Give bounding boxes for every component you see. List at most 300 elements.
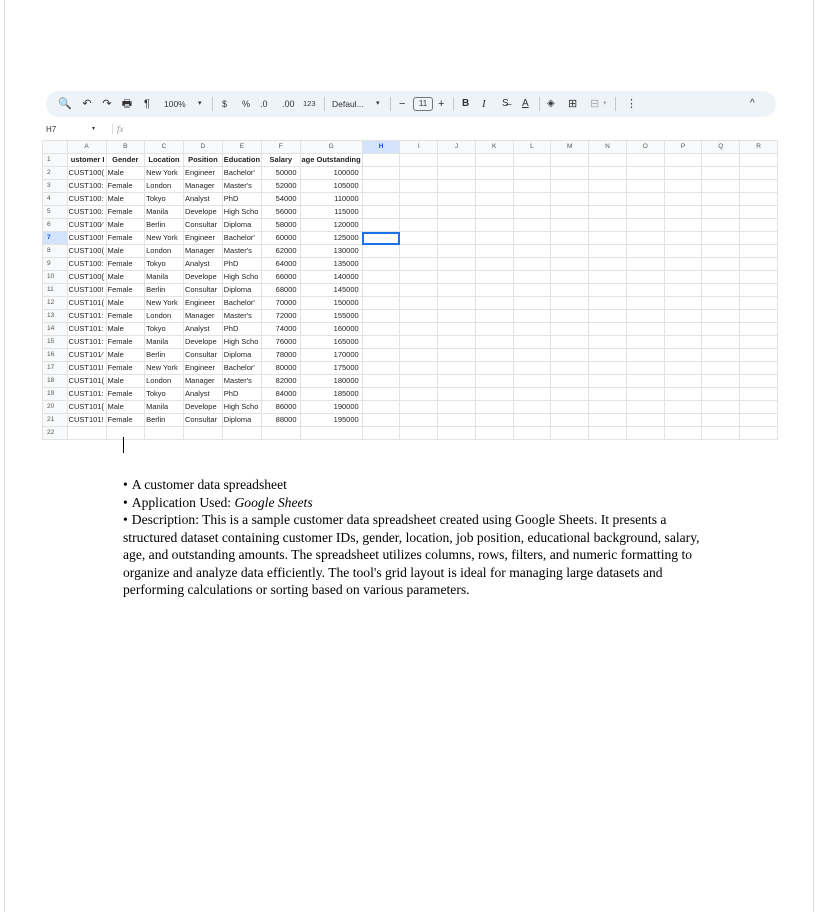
cell-n14[interactable] — [589, 323, 627, 336]
cell-r5[interactable] — [740, 206, 778, 219]
increase-font-size-button[interactable]: + — [438, 98, 445, 110]
column-header-f[interactable]: F — [262, 141, 300, 154]
cell-o14[interactable] — [626, 323, 664, 336]
cell-m17[interactable] — [551, 362, 589, 375]
cell-h13[interactable] — [362, 310, 400, 323]
cell-i7[interactable] — [400, 232, 438, 245]
cell-e19[interactable]: PhD — [222, 388, 261, 401]
cell-o7[interactable] — [626, 232, 664, 245]
cell-k13[interactable] — [475, 310, 513, 323]
cell-c14[interactable]: Tokyo — [145, 323, 184, 336]
cell-p19[interactable] — [664, 388, 702, 401]
cell-r11[interactable] — [740, 284, 778, 297]
cell-h3[interactable] — [362, 180, 400, 193]
cell-a17[interactable]: CUST101! — [67, 362, 106, 375]
cell-c15[interactable]: Manila — [145, 336, 184, 349]
cell-i8[interactable] — [400, 245, 438, 258]
cell-h17[interactable] — [362, 362, 400, 375]
cell-g14[interactable]: 160000 — [300, 323, 362, 336]
cell-j20[interactable] — [438, 401, 476, 414]
cell-g6[interactable]: 120000 — [300, 219, 362, 232]
cell-o19[interactable] — [626, 388, 664, 401]
column-header-e[interactable]: E — [222, 141, 261, 154]
row-header[interactable]: 18 — [43, 375, 68, 388]
cell-c3[interactable]: London — [145, 180, 184, 193]
cell-c6[interactable]: Berlin — [145, 219, 184, 232]
column-header-j[interactable]: J — [438, 141, 476, 154]
cell-d13[interactable]: Manager — [183, 310, 222, 323]
cell-p4[interactable] — [664, 193, 702, 206]
column-header-l[interactable]: L — [513, 141, 551, 154]
cell-c22[interactable] — [145, 427, 184, 440]
cell-h16[interactable] — [362, 349, 400, 362]
cell-j10[interactable] — [438, 271, 476, 284]
cell-n5[interactable] — [589, 206, 627, 219]
cell-o17[interactable] — [626, 362, 664, 375]
cell-j17[interactable] — [438, 362, 476, 375]
cell-l22[interactable] — [513, 427, 551, 440]
cell-a12[interactable]: CUST101( — [67, 297, 106, 310]
cell-f14[interactable]: 74000 — [262, 323, 300, 336]
cell-h21[interactable] — [362, 414, 400, 427]
text-color-button[interactable]: A — [522, 98, 529, 109]
cell-b9[interactable]: Female — [106, 258, 145, 271]
cell-k6[interactable] — [475, 219, 513, 232]
cell-a18[interactable]: CUST101( — [67, 375, 106, 388]
cell-o2[interactable] — [626, 167, 664, 180]
cell-k2[interactable] — [475, 167, 513, 180]
cell-r13[interactable] — [740, 310, 778, 323]
cell-g21[interactable]: 195000 — [300, 414, 362, 427]
cell-b15[interactable]: Female — [106, 336, 145, 349]
cell-b5[interactable]: Female — [106, 206, 145, 219]
cell-e7[interactable]: Bachelor' — [222, 232, 261, 245]
cell-f7[interactable]: 60000 — [262, 232, 300, 245]
cell-m5[interactable] — [551, 206, 589, 219]
cell-g17[interactable]: 175000 — [300, 362, 362, 375]
cell-k14[interactable] — [475, 323, 513, 336]
cell-n4[interactable] — [589, 193, 627, 206]
cell-o4[interactable] — [626, 193, 664, 206]
cell-l7[interactable] — [513, 232, 551, 245]
cell-r9[interactable] — [740, 258, 778, 271]
cell-c10[interactable]: Manila — [145, 271, 184, 284]
cell-h14[interactable] — [362, 323, 400, 336]
cell-d21[interactable]: Consultar — [183, 414, 222, 427]
name-box[interactable]: H7 — [46, 125, 57, 134]
cell-g8[interactable]: 130000 — [300, 245, 362, 258]
cell-m9[interactable] — [551, 258, 589, 271]
cell-j21[interactable] — [438, 414, 476, 427]
cell-g16[interactable]: 170000 — [300, 349, 362, 362]
cell-e14[interactable]: PhD — [222, 323, 261, 336]
row-header[interactable]: 6 — [43, 219, 68, 232]
cell-d10[interactable]: Develope — [183, 271, 222, 284]
cell-a19[interactable]: CUST101: — [67, 388, 106, 401]
cell-o20[interactable] — [626, 401, 664, 414]
cell-l20[interactable] — [513, 401, 551, 414]
cell-q17[interactable] — [702, 362, 740, 375]
cell-q11[interactable] — [702, 284, 740, 297]
cell-l10[interactable] — [513, 271, 551, 284]
cell-e11[interactable]: Diploma — [222, 284, 261, 297]
cell-d20[interactable]: Develope — [183, 401, 222, 414]
cell-b11[interactable]: Female — [106, 284, 145, 297]
cell-j16[interactable] — [438, 349, 476, 362]
cell-j22[interactable] — [438, 427, 476, 440]
cell-h20[interactable] — [362, 401, 400, 414]
cell-j14[interactable] — [438, 323, 476, 336]
cell-l11[interactable] — [513, 284, 551, 297]
cell-q3[interactable] — [702, 180, 740, 193]
cell-a10[interactable]: CUST100{ — [67, 271, 106, 284]
cell-a21[interactable]: CUST101! — [67, 414, 106, 427]
cell-q7[interactable] — [702, 232, 740, 245]
cell-j3[interactable] — [438, 180, 476, 193]
cell-a11[interactable]: CUST100! — [67, 284, 106, 297]
cell-g15[interactable]: 165000 — [300, 336, 362, 349]
zoom-caret-icon[interactable]: ▾ — [198, 100, 202, 107]
zoom-select[interactable]: 100% — [164, 99, 186, 109]
cell-i3[interactable] — [400, 180, 438, 193]
cell-n1[interactable] — [589, 154, 627, 167]
cell-p12[interactable] — [664, 297, 702, 310]
cell-a9[interactable]: CUST100: — [67, 258, 106, 271]
cell-i5[interactable] — [400, 206, 438, 219]
cell-c5[interactable]: Manila — [145, 206, 184, 219]
cell-k15[interactable] — [475, 336, 513, 349]
cell-f5[interactable]: 56000 — [262, 206, 300, 219]
column-header-b[interactable]: B — [106, 141, 145, 154]
column-header-i[interactable]: I — [400, 141, 438, 154]
cell-g13[interactable]: 155000 — [300, 310, 362, 323]
cell-k3[interactable] — [475, 180, 513, 193]
cell-g20[interactable]: 190000 — [300, 401, 362, 414]
cell-l8[interactable] — [513, 245, 551, 258]
cell-c19[interactable]: Tokyo — [145, 388, 184, 401]
cell-p13[interactable] — [664, 310, 702, 323]
cell-j8[interactable] — [438, 245, 476, 258]
cell-d14[interactable]: Analyst — [183, 323, 222, 336]
cell-e18[interactable]: Master's — [222, 375, 261, 388]
cell-h2[interactable] — [362, 167, 400, 180]
cell-r21[interactable] — [740, 414, 778, 427]
cell-g5[interactable]: 115000 — [300, 206, 362, 219]
cell-k16[interactable] — [475, 349, 513, 362]
column-header-h[interactable]: H — [362, 141, 400, 154]
cell-n18[interactable] — [589, 375, 627, 388]
cell-r14[interactable] — [740, 323, 778, 336]
cell-g11[interactable]: 145000 — [300, 284, 362, 297]
cell-f11[interactable]: 68000 — [262, 284, 300, 297]
cell-m3[interactable] — [551, 180, 589, 193]
row-header[interactable]: 19 — [43, 388, 68, 401]
cell-i10[interactable] — [400, 271, 438, 284]
cell-f12[interactable]: 70000 — [262, 297, 300, 310]
cell-n22[interactable] — [589, 427, 627, 440]
cell-c2[interactable]: New York — [145, 167, 184, 180]
increase-decimal-button[interactable]: .00 — [282, 99, 295, 109]
cell-l1[interactable] — [513, 154, 551, 167]
cell-n12[interactable] — [589, 297, 627, 310]
cell-k12[interactable] — [475, 297, 513, 310]
cell-r10[interactable] — [740, 271, 778, 284]
select-all-corner[interactable] — [43, 141, 68, 154]
cell-r15[interactable] — [740, 336, 778, 349]
cell-k21[interactable] — [475, 414, 513, 427]
cell-i14[interactable] — [400, 323, 438, 336]
cell-k22[interactable] — [475, 427, 513, 440]
cell-a3[interactable]: CUST100: — [67, 180, 106, 193]
bold-button[interactable]: B — [462, 98, 470, 109]
cell-p7[interactable] — [664, 232, 702, 245]
cell-g19[interactable]: 185000 — [300, 388, 362, 401]
cell-e20[interactable]: High Scho — [222, 401, 261, 414]
cell-c21[interactable]: Berlin — [145, 414, 184, 427]
cell-h4[interactable] — [362, 193, 400, 206]
search-icon[interactable]: 🔍 — [58, 98, 72, 110]
cell-e3[interactable]: Master's — [222, 180, 261, 193]
cell-m16[interactable] — [551, 349, 589, 362]
cell-i2[interactable] — [400, 167, 438, 180]
cell-g10[interactable]: 140000 — [300, 271, 362, 284]
cell-q13[interactable] — [702, 310, 740, 323]
print-icon[interactable]: 🖶 — [121, 98, 133, 110]
cell-p14[interactable] — [664, 323, 702, 336]
column-header-d[interactable]: D — [183, 141, 222, 154]
cell-h7[interactable] — [362, 232, 400, 245]
cell-i9[interactable] — [400, 258, 438, 271]
cell-e21[interactable]: Diploma — [222, 414, 261, 427]
cell-p3[interactable] — [664, 180, 702, 193]
column-header-n[interactable]: N — [589, 141, 627, 154]
cell-c8[interactable]: London — [145, 245, 184, 258]
cell-k7[interactable] — [475, 232, 513, 245]
cell-e17[interactable]: Bachelor' — [222, 362, 261, 375]
cell-d16[interactable]: Consultar — [183, 349, 222, 362]
cell-o8[interactable] — [626, 245, 664, 258]
row-header[interactable]: 10 — [43, 271, 68, 284]
cell-j13[interactable] — [438, 310, 476, 323]
more-options-icon[interactable]: ⋮ — [626, 98, 637, 110]
undo-icon[interactable]: ↶ — [82, 98, 92, 110]
cell-j6[interactable] — [438, 219, 476, 232]
cell-c11[interactable]: Berlin — [145, 284, 184, 297]
cell-q2[interactable] — [702, 167, 740, 180]
cell-n15[interactable] — [589, 336, 627, 349]
row-header[interactable]: 20 — [43, 401, 68, 414]
row-header[interactable]: 22 — [43, 427, 68, 440]
cell-j11[interactable] — [438, 284, 476, 297]
cell-a5[interactable]: CUST100: — [67, 206, 106, 219]
cell-p11[interactable] — [664, 284, 702, 297]
cell-r8[interactable] — [740, 245, 778, 258]
cell-g3[interactable]: 105000 — [300, 180, 362, 193]
cell-f2[interactable]: 50000 — [262, 167, 300, 180]
row-header[interactable]: 15 — [43, 336, 68, 349]
cell-n6[interactable] — [589, 219, 627, 232]
column-header-c[interactable]: C — [145, 141, 184, 154]
cell-b14[interactable]: Male — [106, 323, 145, 336]
cell-f21[interactable]: 88000 — [262, 414, 300, 427]
cell-r16[interactable] — [740, 349, 778, 362]
cell-d11[interactable]: Consultar — [183, 284, 222, 297]
cell-o6[interactable] — [626, 219, 664, 232]
cell-a1[interactable]: ustomer I — [67, 154, 106, 167]
row-header[interactable]: 8 — [43, 245, 68, 258]
column-header-m[interactable]: M — [551, 141, 589, 154]
cell-d5[interactable]: Develope — [183, 206, 222, 219]
cell-d19[interactable]: Analyst — [183, 388, 222, 401]
cell-d6[interactable]: Consultar — [183, 219, 222, 232]
cell-l18[interactable] — [513, 375, 551, 388]
name-box-caret-icon[interactable]: ▾ — [92, 126, 96, 132]
cell-e2[interactable]: Bachelor' — [222, 167, 261, 180]
cell-k19[interactable] — [475, 388, 513, 401]
cell-j18[interactable] — [438, 375, 476, 388]
cell-j15[interactable] — [438, 336, 476, 349]
cell-d18[interactable]: Manager — [183, 375, 222, 388]
cell-g2[interactable]: 100000 — [300, 167, 362, 180]
merge-caret-icon[interactable]: ▾ — [603, 100, 607, 107]
cell-o9[interactable] — [626, 258, 664, 271]
cell-a16[interactable]: CUST101⁄ — [67, 349, 106, 362]
cell-i15[interactable] — [400, 336, 438, 349]
cell-e10[interactable]: High Scho — [222, 271, 261, 284]
cell-a7[interactable]: CUST100! — [67, 232, 106, 245]
merge-cells-icon[interactable]: ⊟ — [590, 98, 600, 110]
cell-f8[interactable]: 62000 — [262, 245, 300, 258]
cell-m13[interactable] — [551, 310, 589, 323]
cell-e4[interactable]: PhD — [222, 193, 261, 206]
cell-e9[interactable]: PhD — [222, 258, 261, 271]
cell-o10[interactable] — [626, 271, 664, 284]
cell-e6[interactable]: Diploma — [222, 219, 261, 232]
cell-r2[interactable] — [740, 167, 778, 180]
cell-h12[interactable] — [362, 297, 400, 310]
cell-q20[interactable] — [702, 401, 740, 414]
column-header-k[interactable]: K — [475, 141, 513, 154]
cell-l19[interactable] — [513, 388, 551, 401]
row-header[interactable]: 17 — [43, 362, 68, 375]
cell-m14[interactable] — [551, 323, 589, 336]
cell-c16[interactable]: Berlin — [145, 349, 184, 362]
decrease-decimal-button[interactable]: .0 — [260, 99, 268, 109]
cell-n19[interactable] — [589, 388, 627, 401]
cell-n2[interactable] — [589, 167, 627, 180]
cell-q9[interactable] — [702, 258, 740, 271]
cell-i18[interactable] — [400, 375, 438, 388]
font-size-input[interactable]: 11 — [413, 97, 433, 111]
cell-b7[interactable]: Female — [106, 232, 145, 245]
cell-f1[interactable]: Salary — [262, 154, 300, 167]
column-header-p[interactable]: P — [664, 141, 702, 154]
cell-h10[interactable] — [362, 271, 400, 284]
cell-o12[interactable] — [626, 297, 664, 310]
cell-e12[interactable]: Bachelor' — [222, 297, 261, 310]
cell-r3[interactable] — [740, 180, 778, 193]
strikethrough-button[interactable]: S̶ — [502, 98, 509, 109]
cell-r1[interactable] — [740, 154, 778, 167]
cell-p18[interactable] — [664, 375, 702, 388]
cell-m10[interactable] — [551, 271, 589, 284]
cell-k17[interactable] — [475, 362, 513, 375]
cell-r7[interactable] — [740, 232, 778, 245]
cell-a20[interactable]: CUST101{ — [67, 401, 106, 414]
cell-h19[interactable] — [362, 388, 400, 401]
cell-o18[interactable] — [626, 375, 664, 388]
cell-g12[interactable]: 150000 — [300, 297, 362, 310]
cell-c9[interactable]: Tokyo — [145, 258, 184, 271]
cell-o15[interactable] — [626, 336, 664, 349]
cell-b2[interactable]: Male — [106, 167, 145, 180]
cell-n10[interactable] — [589, 271, 627, 284]
cell-h11[interactable] — [362, 284, 400, 297]
cell-m6[interactable] — [551, 219, 589, 232]
cell-p17[interactable] — [664, 362, 702, 375]
row-header[interactable]: 4 — [43, 193, 68, 206]
cell-a22[interactable] — [67, 427, 106, 440]
cell-o21[interactable] — [626, 414, 664, 427]
cell-i11[interactable] — [400, 284, 438, 297]
cell-r19[interactable] — [740, 388, 778, 401]
currency-button[interactable]: $ — [222, 99, 228, 109]
cell-q21[interactable] — [702, 414, 740, 427]
cell-m20[interactable] — [551, 401, 589, 414]
cell-l16[interactable] — [513, 349, 551, 362]
row-header[interactable]: 21 — [43, 414, 68, 427]
cell-b6[interactable]: Male — [106, 219, 145, 232]
cell-d12[interactable]: Engineer — [183, 297, 222, 310]
cell-l9[interactable] — [513, 258, 551, 271]
cell-q14[interactable] — [702, 323, 740, 336]
cell-i12[interactable] — [400, 297, 438, 310]
cell-c7[interactable]: New York — [145, 232, 184, 245]
cell-b10[interactable]: Male — [106, 271, 145, 284]
cell-d8[interactable]: Manager — [183, 245, 222, 258]
row-header[interactable]: 11 — [43, 284, 68, 297]
paint-format-icon[interactable]: ¶ — [144, 98, 150, 110]
row-header[interactable]: 2 — [43, 167, 68, 180]
row-header[interactable]: 14 — [43, 323, 68, 336]
cell-p22[interactable] — [664, 427, 702, 440]
cell-b13[interactable]: Female — [106, 310, 145, 323]
cell-d22[interactable] — [183, 427, 222, 440]
cell-e1[interactable]: Education — [222, 154, 261, 167]
cell-b16[interactable]: Male — [106, 349, 145, 362]
cell-h18[interactable] — [362, 375, 400, 388]
cell-q5[interactable] — [702, 206, 740, 219]
row-header[interactable]: 3 — [43, 180, 68, 193]
cell-c4[interactable]: Tokyo — [145, 193, 184, 206]
cell-n20[interactable] — [589, 401, 627, 414]
cell-q6[interactable] — [702, 219, 740, 232]
cell-b1[interactable]: Gender — [106, 154, 145, 167]
cell-i1[interactable] — [400, 154, 438, 167]
cell-k8[interactable] — [475, 245, 513, 258]
cell-f17[interactable]: 80000 — [262, 362, 300, 375]
cell-n8[interactable] — [589, 245, 627, 258]
cell-o1[interactable] — [626, 154, 664, 167]
cell-f22[interactable] — [262, 427, 300, 440]
cell-q12[interactable] — [702, 297, 740, 310]
cell-j7[interactable] — [438, 232, 476, 245]
cell-m18[interactable] — [551, 375, 589, 388]
cell-b3[interactable]: Female — [106, 180, 145, 193]
cell-g7[interactable]: 125000 — [300, 232, 362, 245]
cell-p5[interactable] — [664, 206, 702, 219]
cell-q18[interactable] — [702, 375, 740, 388]
